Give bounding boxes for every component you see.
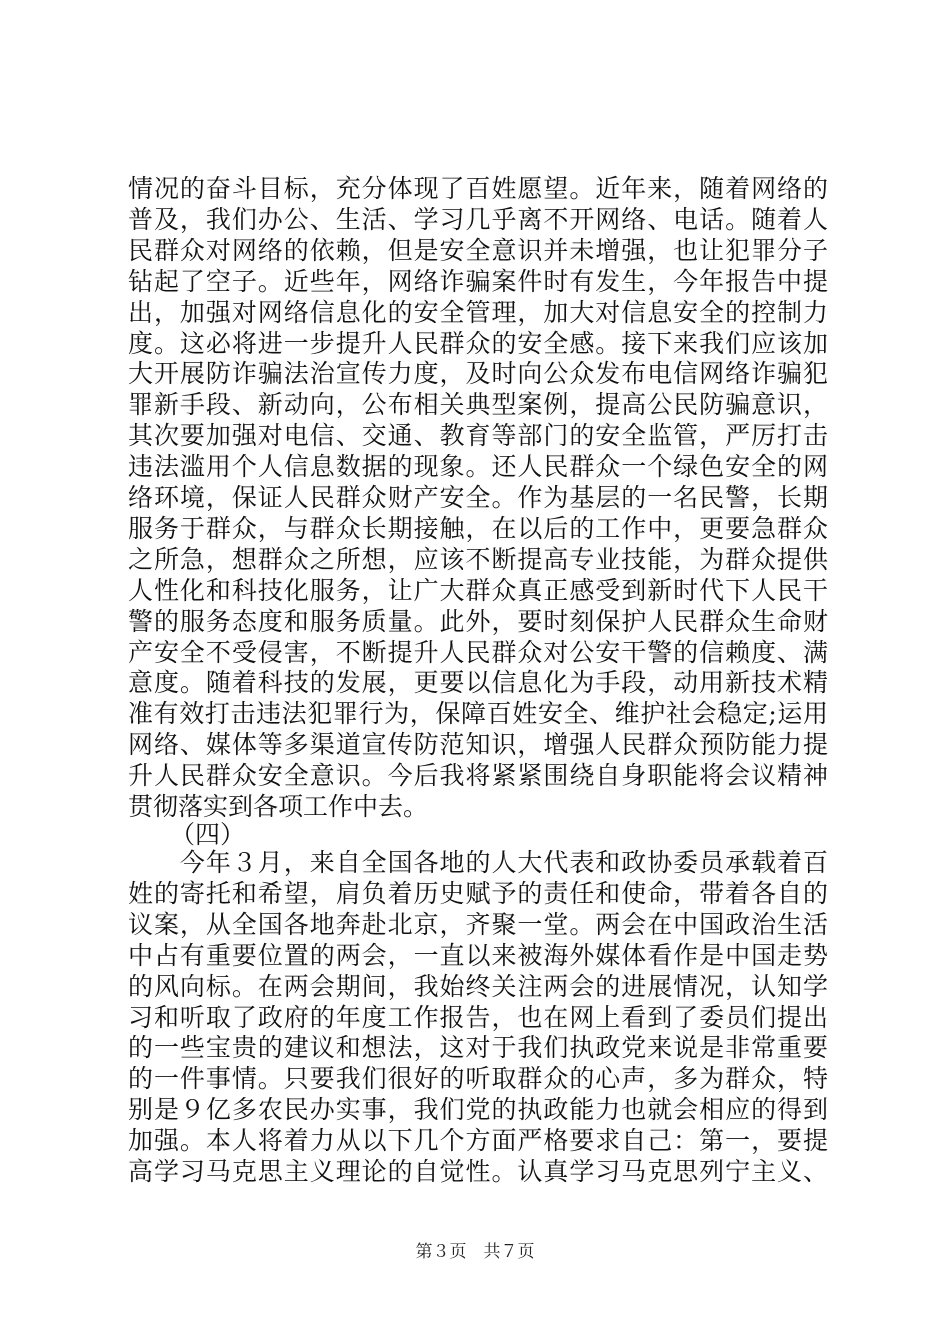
text-line: 情况的奋斗目标，充分体现了百姓愿望。近年来，随着网络的: [128, 174, 828, 203]
text-line: 网络、媒体等多渠道宣传防范知识，增强人民群众预防能力提: [128, 730, 828, 760]
text-line: 中占有重要位置的两会，一直以来被海外媒体看作是中国走势: [128, 940, 828, 970]
text-line: 钻起了空子。近些年，网络诈骗案件时有发生，今年报告中提: [128, 266, 828, 296]
text-line: 人性化和科技化服务，让广大群众真正感受到新时代下人民干: [128, 575, 828, 605]
text-line: 升人民群众安全意识。今后我将紧紧围绕自身职能将会议精神: [128, 761, 828, 791]
text-line: 的风向标。在两会期间，我始终关注两会的进展情况，认知学: [128, 971, 828, 1001]
text-line: 违法滥用个人信息数据的现象。还人民群众一个绿色安全的网: [128, 452, 828, 482]
text-line: 度。这必将进一步提升人民群众的安全感。接下来我们应该加: [128, 328, 828, 358]
text-line: 准有效打击违法犯罪行为，保障百姓安全、维护社会稳定;运用: [128, 699, 828, 729]
text-line: 习和听取了政府的年度工作报告，也在网上看到了委员们提出: [128, 1002, 828, 1032]
text-line: 高学习马克思主义理论的自觉性。认真学习马克思列宁主义、: [128, 1157, 828, 1186]
text-line: 普及，我们办公、生活、学习几乎离不开网络、电话。随着人: [128, 204, 828, 234]
text-line: 服务于群众，与群众长期接触，在以后的工作中，更要急群众: [128, 513, 828, 543]
text-line: 的一件事情。只要我们很好的听取群众的心声，多为群众，特: [128, 1064, 828, 1094]
text-line: 的一些宝贵的建议和想法，这对于我们执政党来说是非常重要: [128, 1033, 828, 1063]
text-line: 贯彻落实到各项工作中去。: [128, 792, 429, 821]
text-line: 大开展防诈骗法治宣传力度，及时向公众发布电信网络诈骗犯: [128, 359, 828, 389]
section-heading: （四）: [170, 820, 246, 849]
text-line: 出，加强对网络信息化的安全管理，加大对信息安全的控制力: [128, 297, 828, 327]
text-line: 议案，从全国各地奔赴北京，齐聚一堂。两会在中国政治生活: [128, 909, 828, 939]
page-footer: 第３页 共７页: [415, 1242, 535, 1262]
text-line: 警的服务态度和服务质量。此外，要时刻保护人民群众生命财: [128, 606, 828, 636]
text-line: 民群众对网络的依赖，但是安全意识并未增强，也让犯罪分子: [128, 235, 828, 265]
text-line: 加强。本人将着力从以下几个方面严格要求自己：第一，要提: [128, 1126, 828, 1156]
text-line: 其次要加强对电信、交通、教育等部门的安全监管，严厉打击: [128, 421, 828, 451]
text-line: 别是９亿多农民办实事，我们党的执政能力也就会相应的得到: [128, 1095, 828, 1125]
text-line: 意度。随着科技的发展，更要以信息化为手段，动用新技术精: [128, 668, 828, 698]
text-line: 罪新手段、新动向，公布相关典型案例，提高公民防骗意识，: [128, 390, 828, 420]
text-line: 姓的寄托和希望，肩负着历史赋予的责任和使命，带着各自的: [128, 878, 828, 908]
text-line: 今年３月，来自全国各地的人大代表和政协委员承载着百: [128, 848, 828, 877]
text-line: 产安全不受侵害，不断提升人民群众对公安干警的信赖度、满: [128, 637, 828, 667]
text-line: 络环境，保证人民群众财产安全。作为基层的一名民警，长期: [128, 483, 828, 512]
text-line: 之所急，想群众之所想，应该不断提高专业技能，为群众提供: [128, 544, 828, 574]
